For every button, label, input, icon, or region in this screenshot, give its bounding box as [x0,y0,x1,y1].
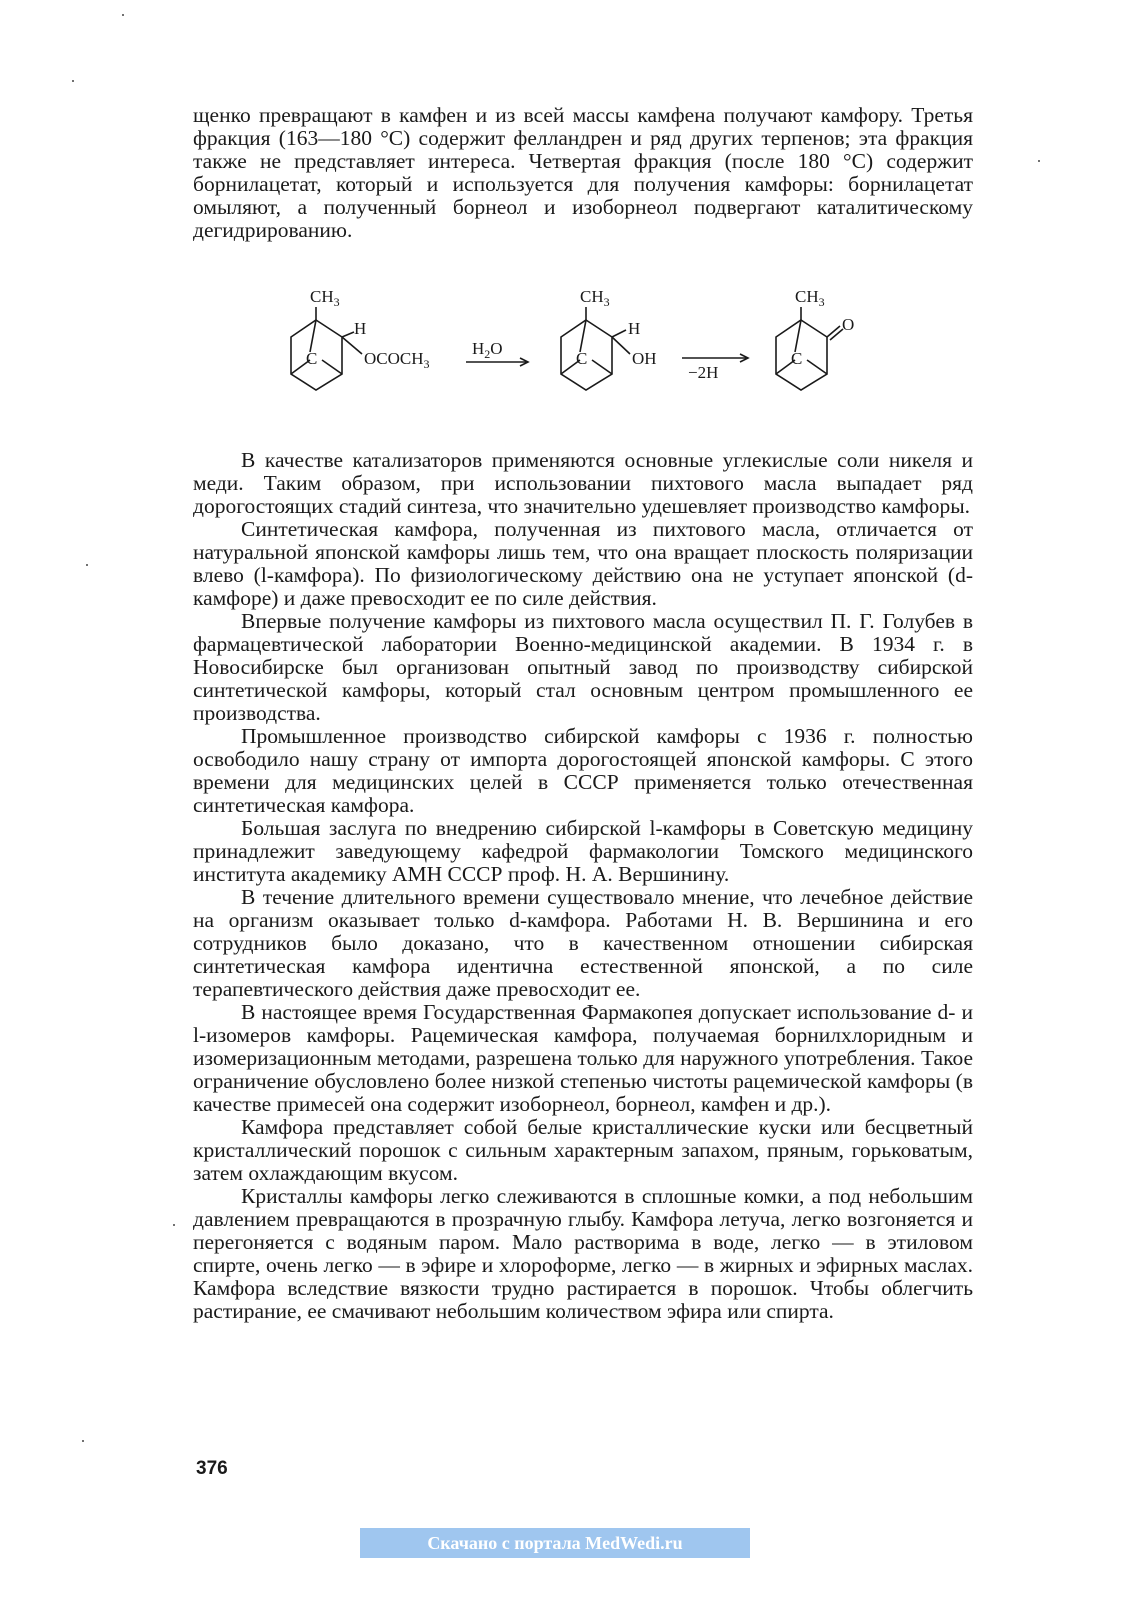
methyl-label: $CH_3$ [580,287,610,309]
hydrogen-label: H [354,319,367,338]
scan-speck [122,14,124,16]
paragraph: Синтетическая камфора, полученная из пихтового масла, отличается от натуральной японской камфоры лишь тем, что она вращает плоскость поляризации влево (l-камфора). По физиологическому действию она не уступает японской (d-камфоре) и даже превосходит ее по силе действия. [193,517,973,610]
scan-speck [82,1440,84,1442]
scan-speck [1038,160,1040,162]
paragraph: Промышленное производство сибирской камфоры с 1936 г. полностью освободило нашу страну от импорта дорогостоящей японской камфоры. С этого времени для медицинских целей в СССР применяется только отечественная синтетическая камфора. [193,724,973,817]
bridge-carbon-label: C [791,349,803,368]
camphor-structure [776,287,854,390]
main-text [193,449,973,1323]
acetate-label: $OCOCH_3$ [364,349,430,371]
ketone-oxygen-label: O [842,315,855,334]
hydrogen-label: H [628,319,641,338]
paragraph: В настоящее время Государственная Фармакопея допускает использование d- и l-изомеров камфоры. Рацемическая камфора, получаемая борнилхлоридным и изомеризационным методами, разрешена только для наружного употребления. Такое ограничение обусловлено более низкой степенью чистоты рацемической камфоры (в качестве примесей она содержит изоборнеол, борнеол, камфен и др.). [193,1000,973,1116]
paragraph: щенко превращают в камфен и из всей массы камфена получают камфору. Третья фракция (163—180 °С) содержит фелландрен и ряд других терпенов; эта фракция также не представляет интереса. Четвертая фракция (после 180 °С) содержит борнилацетат, который и используется для получения камфоры: борнилацетат омыляют, а полученный борнеол и изоборнеол подвергают каталитическому дегидрированию. [193,103,973,242]
paragraph: Кристаллы камфоры легко слеживаются в сплошные комки, а под небольшим давлением превращаются в прозрачную глыбу. Камфора летуча, легко возгоняется и перегоняется с водяным паром. Мало растворима в воде, легко — в этиловом спирте, очень легко — в эфире и хлороформе, легко — в жирных и эфирных маслах. Камфора вследствие вязкости трудно растирается в порошок. Чтобы облегчить растирание, ее смачивают небольшим количеством эфира или спирта. [193,1184,973,1323]
methyl-label: $CH_3$ [795,287,825,309]
paragraph: Впервые получение камфоры из пихтового масла осуществил П. Г. Голубев в фармацевтической лаборатории Военно-медицинской академии. В 1934 г. в Новосибирске был организован опытный завод по производству сибирской синтетической камфоры, который стал основным центром промышленного ее производства. [193,609,973,725]
water-reagent-label: $H_2O$ [472,339,503,361]
dehydrogenation-arrow [682,354,748,382]
scan-speck [173,1224,175,1226]
bridge-carbon-label: C [576,349,588,368]
borneol-structure [561,287,657,390]
download-watermark: Скачано с портала MedWedi.ru [360,1528,750,1558]
reaction-scheme [270,282,910,407]
dehydrogenation-reagent-label: −2H [688,363,719,382]
bridge-carbon-label: C [306,349,318,368]
paragraph: В течение длительного времени существовало мнение, что лечебное действие на организм оказывает только d-камфора. Работами Н. В. Вершинина и его сотрудников было доказано, что в качественном отношении сибирская синтетическая камфора идентична естественной японской, а по силе терапевтического действия даже превосходит ее. [193,885,973,1001]
scan-speck [72,80,74,82]
paragraph: Камфора представляет собой белые кристаллические куски или бесцветный кристаллический порошок с сильным характерным запахом, пряным, горьковатым, затем охлаждающим вкусом. [193,1115,973,1185]
reaction-diagram [270,282,910,407]
paragraph: Большая заслуга по внедрению сибирской l-камфоры в Советскую медицину принадлежит заведующему кафедрой фармакологии Томского медицинского института академику АМН СССР проф. Н. А. Вершинину. [193,816,973,886]
scan-speck [86,564,88,566]
hydrolysis-arrow [466,339,528,366]
page-number: 376 [196,1458,228,1479]
intro-text [193,104,973,242]
paragraph: В качестве катализаторов применяются основные углекислые соли никеля и меди. Таким образом, при использовании пихтового масла выпадает ряд дорогостоящих стадий синтеза, что значительно удешевляет производство камфоры. [193,448,973,518]
hydroxyl-label: OH [632,349,657,368]
methyl-label: $CH_3$ [310,287,340,309]
bornyl-acetate-structure [291,287,430,390]
